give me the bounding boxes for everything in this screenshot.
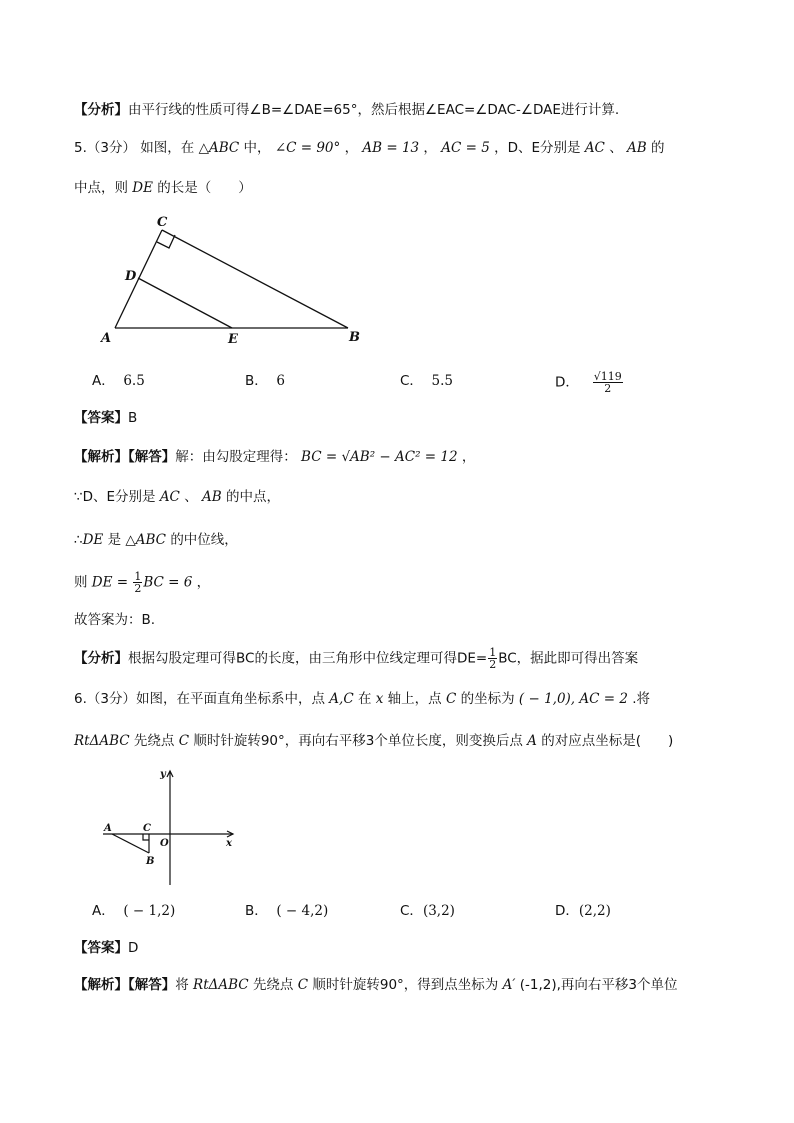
q5-therefore-seg: DE bbox=[82, 532, 104, 548]
q6-option-c bbox=[400, 901, 455, 921]
q5-score: （3分） bbox=[86, 140, 136, 156]
option-letter: C． bbox=[400, 903, 423, 919]
q6-option-a bbox=[92, 901, 175, 921]
q5-analysis-fraction bbox=[488, 647, 497, 670]
q6-solution-text: (-1,2),再向右平移3个单位 bbox=[519, 977, 678, 993]
q6-solution-text: 先绕点 bbox=[252, 977, 294, 993]
fraction-numerator: 1 bbox=[134, 570, 142, 583]
q5-therefore-sign: ∴ bbox=[74, 532, 83, 548]
q6-right-angle-mark bbox=[143, 834, 149, 840]
q5-solution-equation: BC = √AB² − AC² = 12 bbox=[301, 449, 458, 465]
q5-solution-line4 bbox=[74, 571, 210, 594]
q5-stem-text: 的长是（ ） bbox=[157, 180, 252, 196]
option-letter: D． bbox=[555, 374, 579, 391]
fraction-denominator: 2 bbox=[489, 658, 497, 671]
q5-therefore-text: 是 bbox=[107, 532, 122, 548]
q5-option-b bbox=[245, 371, 285, 391]
q4-analysis bbox=[74, 100, 619, 120]
q5-stem-text: 如图，在 bbox=[140, 140, 195, 156]
fraction-numerator: √119 bbox=[593, 370, 622, 383]
q5-triangle-figure bbox=[95, 210, 375, 350]
q6-solution-text: 将 bbox=[175, 977, 189, 993]
q6-coordinate-figure bbox=[98, 765, 248, 890]
q5-therefore-text: 的中位线， bbox=[170, 532, 238, 548]
option-value: 6 bbox=[276, 373, 285, 389]
q6-stem-text: 如图，在平面直角坐标系中，点 bbox=[135, 691, 325, 707]
q6-point-c: C bbox=[445, 691, 457, 707]
q5-answer-label: 【答案】 bbox=[74, 410, 128, 426]
fraction-denominator: 2 bbox=[134, 582, 142, 595]
q6-answer bbox=[74, 938, 138, 958]
option-letter: B． bbox=[245, 373, 268, 389]
q5-then-fraction bbox=[133, 571, 142, 594]
q6-answer-value: D bbox=[128, 940, 139, 956]
q6-number: 6 bbox=[74, 691, 83, 707]
q5-ab-length: AB = 13 bbox=[362, 140, 420, 156]
fraction-denominator: 2 bbox=[604, 382, 612, 395]
q5-solution-line3 bbox=[74, 530, 238, 550]
option-value: 5.5 bbox=[431, 373, 454, 389]
q5-analysis bbox=[74, 647, 638, 670]
q6-label-y: y bbox=[160, 769, 166, 780]
q5-label-d: D bbox=[125, 269, 137, 284]
option-value: (3,2) bbox=[422, 903, 455, 919]
q5-conclusion bbox=[74, 610, 155, 630]
q5-because-seg: AC bbox=[159, 489, 180, 505]
q6-points-ac: A,C bbox=[329, 691, 354, 707]
q6-solution-text: 顺时针旋转90°，得到点坐标为 bbox=[312, 977, 499, 993]
q5-then-text: 则 bbox=[74, 574, 88, 591]
q5-solution-line1: 【解析】【解答】解：由勾股定理得： BC = √AB² − AC² = 12 ， bbox=[74, 449, 476, 465]
q5-triangle: △ABC bbox=[198, 140, 240, 156]
q5-seg-de: DE bbox=[132, 180, 153, 196]
q5-midline-de bbox=[138, 278, 232, 328]
q6-stem-line1: 6.（3分）如图，在平面直角坐标系中，点 A,C 在 x 轴上，点 C 的坐标为 ( − 1,0), AC = 2 .将 bbox=[74, 691, 651, 707]
q5-then-rest: BC = 6 bbox=[143, 574, 193, 591]
q6-axis-x: x bbox=[375, 691, 384, 707]
q5-stem-text: 中点，则 bbox=[74, 180, 128, 196]
q6-stem-text: 的对应点坐标是( ) bbox=[541, 733, 674, 749]
q5-stem-line2 bbox=[74, 178, 252, 198]
q6-stem-text: .将 bbox=[632, 691, 651, 707]
q6-stem-text: 顺时针旋转90°，再向右平移3个单位长度，则变换后点 bbox=[193, 733, 523, 749]
option-letter: A． bbox=[92, 373, 115, 389]
q6-coordinates: ( − 1,0), AC = 2 bbox=[518, 691, 628, 707]
q5-analysis-text: 根据勾股定理可得BC的长度，由三角形中位线定理可得DE= bbox=[128, 650, 488, 667]
q6-label-b: B bbox=[146, 856, 155, 867]
q5-option-a bbox=[92, 371, 145, 391]
q6-answer-label: 【答案】 bbox=[74, 940, 128, 956]
q5-then-end: ， bbox=[196, 574, 211, 591]
q5-because-seg: AB bbox=[202, 489, 222, 505]
q6-label-o: O bbox=[160, 838, 169, 849]
q6-label-a: A bbox=[104, 823, 112, 834]
q5-conclusion-text: 故答案为：B. bbox=[74, 612, 156, 628]
q5-seg-ac: AC bbox=[584, 140, 605, 156]
option-value: (2,2) bbox=[578, 903, 611, 919]
q5-label-a: A bbox=[101, 331, 112, 346]
q6-stem-text: 先绕点 bbox=[133, 733, 175, 749]
q5-side-bc bbox=[162, 230, 348, 328]
option-value: 6.5 bbox=[123, 373, 145, 389]
q5-solution-intro: 解：由勾股定理得： bbox=[175, 449, 297, 465]
q6-stem-text: 轴上，点 bbox=[387, 691, 442, 707]
option-letter: B． bbox=[245, 903, 268, 919]
q6-solution-rt: RtΔABC bbox=[193, 977, 249, 993]
option-letter: A． bbox=[92, 903, 115, 919]
q5-angle-c: ∠C = 90° bbox=[274, 140, 341, 156]
q5-therefore-tri: △ABC bbox=[125, 532, 167, 548]
q6-label-x: x bbox=[226, 838, 232, 849]
q5-stem-text: ，D、E分别是 bbox=[494, 140, 581, 156]
q6-stem-text: 的坐标为 bbox=[460, 691, 515, 707]
q5-because-text: 的中点， bbox=[225, 489, 280, 505]
q5-right-angle-mark bbox=[157, 235, 175, 248]
q5-because-sep: 、 bbox=[184, 489, 198, 505]
q6-point-c: C bbox=[178, 733, 190, 749]
q5-option-c bbox=[400, 371, 453, 391]
q5-seg-ab: AB bbox=[627, 140, 647, 156]
option-value: ( − 4,2) bbox=[276, 903, 329, 919]
q6-rt-triangle: RtΔABC bbox=[74, 733, 130, 749]
q5-answer bbox=[74, 408, 137, 428]
q5-ac-length: AC = 5 bbox=[441, 140, 490, 156]
option-value: ( − 1,2) bbox=[123, 903, 176, 919]
q5-number: 5 bbox=[74, 140, 83, 156]
q5-label-c: C bbox=[157, 215, 168, 230]
q6-score: （3分） bbox=[86, 691, 136, 707]
q5-stem-line1: 5.（3分） 如图，在 △ABC 中， ∠C = 90° ， AB = 13 ， AC = 5 ，D、E分别是 AC 、 AB 的 bbox=[74, 140, 665, 156]
q6-solution-a: A′ bbox=[502, 977, 516, 993]
q5-option-d bbox=[555, 371, 624, 394]
q5-stem-text: 中， bbox=[243, 140, 271, 156]
q6-solution-label: 【解析】【解答】 bbox=[74, 977, 176, 993]
q5-because-text: ∵D、E分别是 bbox=[74, 489, 156, 505]
q6-option-d bbox=[555, 901, 611, 921]
option-letter: C． bbox=[400, 373, 423, 389]
q4-analysis-text: 由平行线的性质可得∠B=∠DAE=65°，然后根据∠EAC=∠DAC-∠DAE进行计算. bbox=[128, 102, 620, 118]
q6-label-c: C bbox=[143, 823, 151, 834]
q6-solution-line1 bbox=[74, 975, 678, 995]
q5-then-de: DE = bbox=[91, 574, 129, 591]
option-letter: D． bbox=[555, 903, 579, 919]
q5-stem-text: 的 bbox=[650, 140, 665, 156]
q6-stem-line2 bbox=[74, 731, 673, 751]
q5-option-d-fraction bbox=[593, 371, 623, 394]
fraction-numerator: 1 bbox=[489, 646, 497, 659]
q5-sep: 、 bbox=[609, 140, 623, 156]
q4-analysis-label: 【分析】 bbox=[74, 102, 128, 118]
q6-point-a: A bbox=[527, 733, 537, 749]
q6-stem-text: 在 bbox=[357, 691, 372, 707]
q5-analysis-label: 【分析】 bbox=[74, 650, 128, 667]
q5-label-b: B bbox=[349, 330, 360, 345]
q5-label-e: E bbox=[228, 332, 238, 347]
q5-solution-line2 bbox=[74, 487, 280, 507]
q5-answer-value: B bbox=[128, 410, 138, 426]
q5-analysis-text: BC，据此即可得出答案 bbox=[498, 650, 639, 667]
q6-option-b bbox=[245, 901, 328, 921]
q6-solution-c: C bbox=[297, 977, 309, 993]
q5-solution-label: 【解析】【解答】 bbox=[74, 449, 176, 465]
